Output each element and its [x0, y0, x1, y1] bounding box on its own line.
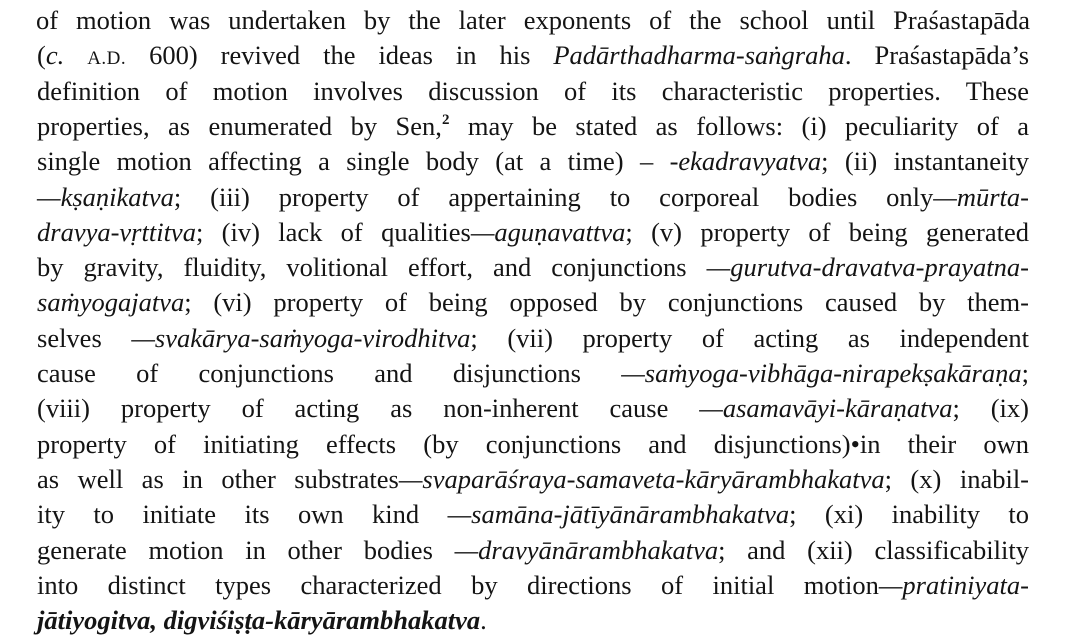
sanskrit-term: -ekadravyatva: [669, 146, 822, 177]
sanskrit-term: —svakārya-saṁyoga-virodhitva: [131, 322, 471, 353]
text-run: [64, 40, 87, 70]
text-line: [37, 426, 1029, 462]
sanskrit-term: —dravyānārambhakatva: [454, 534, 719, 565]
text-run: of motion was undertaken by the later exponents of the school until Praśastapāda: [36, 5, 1030, 35]
sanskrit-term: —mūrta-: [933, 181, 1029, 212]
text-run: selves: [37, 322, 132, 353]
text-run: ity to initiate its own kind: [37, 499, 448, 530]
text-run: generate motion in other bodies: [37, 534, 455, 565]
text-run: ; (ix): [952, 393, 1029, 424]
text-run: ; (ii) instantaneity: [821, 146, 1029, 177]
text-run: into distinct types characterized by directions of initial motion: [37, 569, 879, 600]
text-run: cause of conjunctions and disjunctions: [37, 358, 622, 388]
text-run: single motion affecting a single body (at a time) –: [37, 146, 670, 177]
sanskrit-term: —samāna-jātīyānārambhakatva: [447, 499, 790, 530]
sanskrit-term: —saṁyoga-vibhāga-nirapekṣakāraṇa: [621, 358, 1022, 388]
text-run: (: [37, 40, 46, 71]
small-caps-text: A.D.: [87, 48, 127, 70]
text-run: . Praśastapāda’s: [844, 40, 1030, 71]
text-line: [37, 320, 1029, 356]
text-run: ; (x) inabil-: [884, 463, 1030, 494]
text-run: by gravity, fluidity, volitional effort, and conjunctions: [37, 252, 707, 283]
text-run: ; (v) property of being generated: [625, 216, 1029, 247]
text-run: definition of motion involves discussion of its characteristic properties. These: [37, 75, 1029, 106]
text-line: [37, 214, 1029, 250]
text-run: ; (xi) inability to: [789, 499, 1029, 530]
text-run: properties, as enumerated by Sen,: [37, 110, 442, 141]
text-line: [37, 602, 1029, 638]
text-line: [37, 284, 1029, 320]
text-run: ; and (xii) classificability: [718, 534, 1029, 565]
text-line: [37, 143, 1029, 179]
text-run: property of initiating effects (by conjunctions and disjunctions)•in their own: [37, 428, 1029, 459]
text-run: ; (vi) property of being opposed by conjunctions caused by them-: [184, 287, 1029, 318]
sanskrit-term: c.: [45, 40, 65, 71]
text-run: as well as in other substrates: [37, 463, 399, 494]
text-run: ; (iii) property of appertaining to corporeal bodies only: [173, 181, 934, 212]
sanskrit-term: saṁyogajatva: [37, 287, 185, 318]
text-run: may be stated as follows: (i) peculiarity of a: [449, 110, 1030, 141]
text-line: [36, 2, 1030, 38]
text-line: [37, 496, 1029, 532]
text-line: [37, 73, 1029, 109]
text-run: ; (vii) property of acting as independent: [470, 322, 1030, 353]
sanskrit-term: —pratiniyata-: [878, 569, 1029, 600]
text-run: 600) revived the ideas in his: [126, 40, 554, 71]
sanskrit-term: —svaparāśraya-samaveta-kāryārambhakatva: [398, 463, 885, 494]
text-line: [37, 461, 1029, 497]
text-line: [37, 108, 1029, 144]
sanskrit-term: Padārthadharma-saṅgraha: [553, 40, 845, 71]
text-line: [37, 390, 1029, 426]
text-line: [37, 179, 1029, 215]
text-run: (viii) property of acting as non-inherent cause: [37, 393, 700, 424]
text-line: [37, 532, 1029, 568]
text-line: [37, 37, 1029, 73]
footnote-marker: 2: [441, 111, 450, 128]
text-line: [37, 355, 1029, 391]
sanskrit-term: —gurutva-dravatva-prayatna-: [706, 252, 1029, 283]
sanskrit-term: jātiyogitva, digviśiṣṭa-kāryārambhakatva: [37, 605, 481, 636]
sanskrit-term: —asamavāyi-kāraṇatva: [699, 393, 953, 424]
text-run: ;: [1021, 358, 1029, 388]
sanskrit-term: dravya-vṛttitva: [37, 216, 196, 247]
text-line: [37, 567, 1029, 603]
sanskrit-term: —kṣaṇikatva: [37, 181, 174, 212]
text-run: ; (iv) lack of qualities: [195, 216, 471, 247]
text-line: [37, 249, 1029, 285]
sanskrit-term: —aguṇavattva: [470, 216, 626, 247]
text-run: .: [480, 605, 487, 636]
